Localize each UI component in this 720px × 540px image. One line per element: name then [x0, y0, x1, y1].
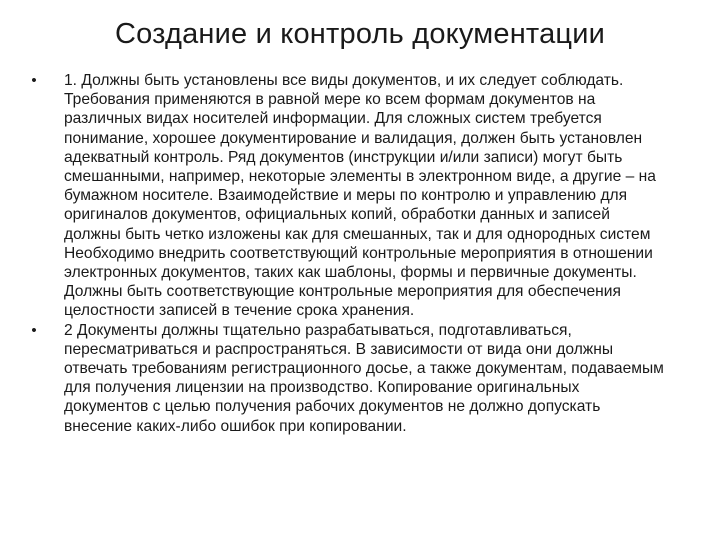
slide-title: Создание и контроль документации [114, 18, 606, 50]
bullet-text-1: 1. Должны быть установлены все виды документов, и их следует соблюдать. Требования применяются в равной мере ко всем формам документов на различных видах носителей информации. Для сложных систем требуется понимание, хорошее документирование и валидация, должен быть установлен адекватный контроль. Ряд документов (инструкции и/или записи) могут быть смешанными, например, некоторые элементы в электронном виде, а другие – на бумажном носителе. Взаимодействие и меры по контролю и управлению для оригиналов документов, официальных копий, обработки данных и записей должны быть четко изложены как для смешанных, так и для однородных систем Необходимо внедрить соответствующий контрольные мероприятия в отношении электронных документов, таких как шаблоны, формы и первичные документы. Должны быть соответствующие контрольные мероприятия для обеспечения целостности записей в течение срока хранения. [64, 72, 656, 320]
bullet-marker-icon: • [31, 321, 37, 339]
bullet-item-2 [28, 321, 668, 436]
bullet-text-2: 2 Документы должны тщательно разрабатываться, подготавливаться, пересматриваться и распространяться. В зависимости от вида они должны отвечать требованиям регистрационного досье, а также документам, подаваемым для получения лицензии на производство. Копирование оригинальных документов с целью получения рабочих документов не должно допускать внесение каких-либо ошибок при копировании. [64, 321, 664, 435]
bullet-item-1 [28, 71, 668, 321]
bullet-list [28, 71, 668, 436]
bullet-marker-icon: • [31, 72, 37, 89]
